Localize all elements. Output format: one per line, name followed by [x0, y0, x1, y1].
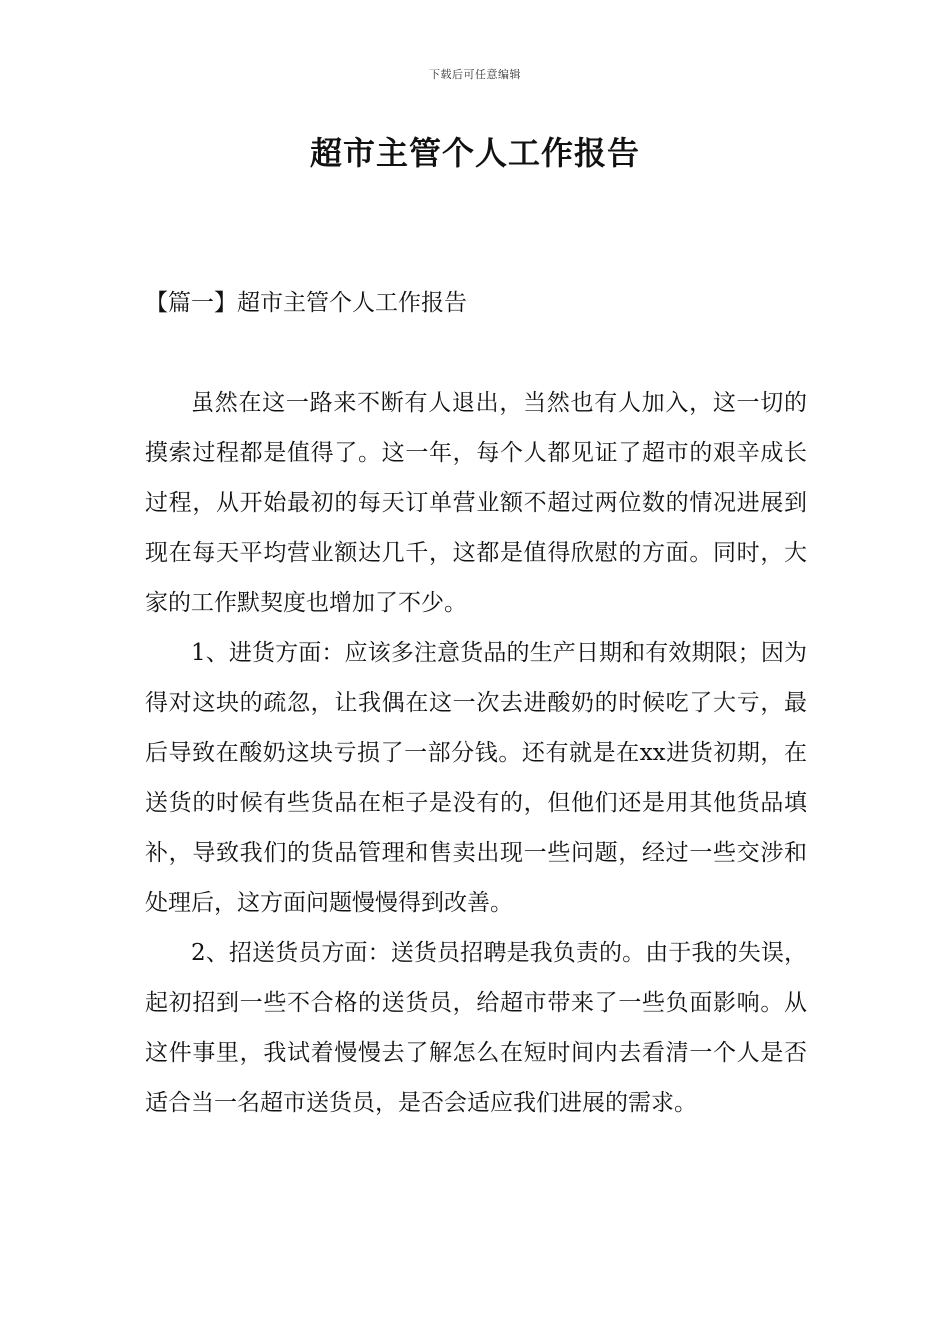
header-note: 下载后可任意编辑 [429, 68, 521, 81]
body-text [145, 378, 807, 1128]
paragraph-purchasing: 1、进货方面：应该多注意货品的生产日期和有效期限；因为得对这块的疏忽，让我偶在这一次去进酸奶的时候吃了大亏，最后导致在酸奶这块亏损了一部分钱。还有就是在xx进货初期，在送货的时候有些货品在柜子是没有的，但他们还是用其他货品填补，导致我们的货品管理和售卖出现一些问题，经过一些交涉和处理后，这方面问题慢慢得到改善。 [145, 640, 807, 916]
paragraph-intro: 虽然在这一路来不断有人退出，当然也有人加入，这一切的摸索过程都是值得了。这一年，每个人都见证了超市的艰辛成长过程，从开始最初的每天订单营业额不超过两位数的情况进展到现在每天平均营业额达几千，这都是值得欣慰的方面。同时，大家的工作默契度也增加了不少。 [145, 390, 807, 616]
section-heading: 【篇一】超市主管个人工作报告 [145, 290, 467, 316]
document-title: 超市主管个人工作报告 [309, 134, 640, 172]
paragraph-recruiting: 2、招送货员方面：送货员招聘是我负责的。由于我的失误，起初招到一些不合格的送货员，给超市带来了一些负面影响。从这件事里，我试着慢慢去了解怎么在短时间内去看清一个人是否适合当一名超市送货员，是否会适应我们进展的需求。 [145, 940, 807, 1116]
